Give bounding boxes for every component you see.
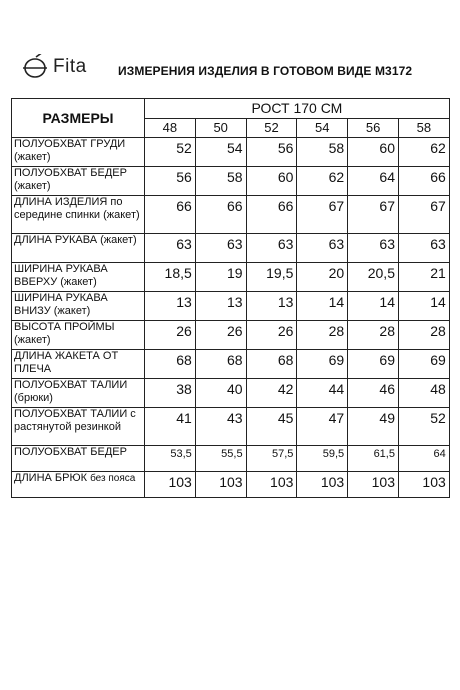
- measurement-value: 46: [348, 379, 399, 408]
- measurement-value: 103: [145, 472, 196, 498]
- measurement-value: 66: [195, 196, 246, 234]
- measurement-value: 66: [246, 196, 297, 234]
- measurement-value: 28: [297, 321, 348, 350]
- measurement-label-main: ДЛИНА БРЮК: [14, 472, 87, 484]
- measurement-value: 66: [145, 196, 196, 234]
- measurement-value: 53,5: [145, 446, 196, 472]
- measurement-value: 56: [246, 138, 297, 167]
- measurement-value: 63: [246, 234, 297, 263]
- measurement-value: 58: [297, 138, 348, 167]
- measurement-value: 63: [398, 234, 449, 263]
- measurement-label: ДЛИНА ИЗДЕЛИЯ по середине спинки (жакет): [12, 196, 145, 234]
- measurement-value: 18,5: [145, 263, 196, 292]
- size-header: 50: [195, 118, 246, 138]
- measurement-value: 63: [195, 234, 246, 263]
- measurement-label: ПОЛУОБХВАТ ТАЛИИ (брюки): [12, 379, 145, 408]
- measurement-value: 67: [398, 196, 449, 234]
- size-header: 48: [145, 118, 196, 138]
- measurement-label: ПОЛУОБХВАТ БЕДЕР (жакет): [12, 167, 145, 196]
- measurement-value: 58: [195, 167, 246, 196]
- measurement-value: 64: [348, 167, 399, 196]
- measurement-value: 14: [297, 292, 348, 321]
- measurement-value: 68: [145, 350, 196, 379]
- table-row: [12, 138, 450, 167]
- measurement-label: ПОЛУОБХВАТ ТАЛИИ с растянутой резинкой: [12, 408, 145, 446]
- header: [0, 0, 460, 95]
- measurement-value: 38: [145, 379, 196, 408]
- brand-logo: [22, 54, 87, 80]
- table-row: [12, 379, 450, 408]
- measurement-value: 19,5: [246, 263, 297, 292]
- measurement-value: 40: [195, 379, 246, 408]
- sizes-header: РАЗМЕРЫ: [12, 99, 145, 138]
- measurement-label: ДЛИНА РУКАВА (жакет): [12, 234, 145, 263]
- size-header: 58: [398, 118, 449, 138]
- measurement-value: 103: [398, 472, 449, 498]
- measurement-value: 47: [297, 408, 348, 446]
- height-header: РОСТ 170 СМ: [145, 99, 450, 119]
- table-row: [12, 472, 450, 498]
- measurement-value: 48: [398, 379, 449, 408]
- measurement-label: ПОЛУОБХВАТ БЕДЕР: [12, 446, 145, 472]
- measurement-label: ШИРИНА РУКАВА ВНИЗУ (жакет): [12, 292, 145, 321]
- brand-name: Fita: [53, 56, 87, 77]
- measurement-value: 59,5: [297, 446, 348, 472]
- size-header: 54: [297, 118, 348, 138]
- measurement-label: ВЫСОТА ПРОЙМЫ (жакет): [12, 321, 145, 350]
- measurement-value: 63: [348, 234, 399, 263]
- measurement-value: 28: [348, 321, 399, 350]
- measurement-value: 20: [297, 263, 348, 292]
- measurement-value: 26: [246, 321, 297, 350]
- measurement-value: 103: [195, 472, 246, 498]
- size-header: 52: [246, 118, 297, 138]
- measurement-value: 41: [145, 408, 196, 446]
- table-row: [12, 408, 450, 446]
- measurement-value: 60: [246, 167, 297, 196]
- measurement-value: 57,5: [246, 446, 297, 472]
- measurement-value: 62: [297, 167, 348, 196]
- table-row: [12, 321, 450, 350]
- measurement-value: 52: [398, 408, 449, 446]
- measurement-value: 26: [195, 321, 246, 350]
- size-header: 56: [348, 118, 399, 138]
- measurement-value: 66: [398, 167, 449, 196]
- measurement-value: 55,5: [195, 446, 246, 472]
- measurement-value: 26: [145, 321, 196, 350]
- measurement-value: 54: [195, 138, 246, 167]
- table-row: [12, 196, 450, 234]
- table-row: [12, 167, 450, 196]
- measurement-value: 67: [297, 196, 348, 234]
- measurement-label: [12, 472, 145, 498]
- measurement-value: 64: [398, 446, 449, 472]
- measurement-value: 68: [195, 350, 246, 379]
- size-table: [11, 98, 450, 498]
- measurement-value: 14: [348, 292, 399, 321]
- measurement-value: 43: [195, 408, 246, 446]
- fita-logo-icon: [22, 54, 48, 80]
- measurement-value: 52: [145, 138, 196, 167]
- measurement-value: 49: [348, 408, 399, 446]
- measurement-label: ШИРИНА РУКАВА ВВЕРХУ (жакет): [12, 263, 145, 292]
- table-row: [12, 234, 450, 263]
- measurement-value: 69: [348, 350, 399, 379]
- measurement-value: 103: [297, 472, 348, 498]
- document-title: ИЗМЕРЕНИЯ ИЗДЕЛИЯ В ГОТОВОМ ВИДЕ М3172: [118, 64, 413, 78]
- measurement-value: 69: [297, 350, 348, 379]
- measurement-label: ПОЛУОБХВАТ ГРУДИ (жакет): [12, 138, 145, 167]
- measurement-value: 103: [246, 472, 297, 498]
- measurement-value: 13: [246, 292, 297, 321]
- measurement-value: 45: [246, 408, 297, 446]
- measurement-value: 42: [246, 379, 297, 408]
- measurement-value: 103: [348, 472, 399, 498]
- measurement-value: 69: [398, 350, 449, 379]
- measurement-value: 19: [195, 263, 246, 292]
- measurement-value: 60: [348, 138, 399, 167]
- measurement-value: 61,5: [348, 446, 399, 472]
- measurement-label-note: без пояса: [90, 473, 136, 484]
- measurement-value: 62: [398, 138, 449, 167]
- table-row: [12, 350, 450, 379]
- measurement-value: 68: [246, 350, 297, 379]
- measurement-value: 14: [398, 292, 449, 321]
- measurement-value: 13: [145, 292, 196, 321]
- table-row: [12, 446, 450, 472]
- measurement-value: 28: [398, 321, 449, 350]
- measurement-value: 44: [297, 379, 348, 408]
- measurement-value: 21: [398, 263, 449, 292]
- table-row: [12, 263, 450, 292]
- measurement-value: 63: [297, 234, 348, 263]
- measurement-value: 13: [195, 292, 246, 321]
- measurement-value: 20,5: [348, 263, 399, 292]
- measurement-value: 56: [145, 167, 196, 196]
- measurement-value: 63: [145, 234, 196, 263]
- table-row: [12, 292, 450, 321]
- measurement-label: ДЛИНА ЖАКЕТА ОТ ПЛЕЧА: [12, 350, 145, 379]
- measurement-value: 67: [348, 196, 399, 234]
